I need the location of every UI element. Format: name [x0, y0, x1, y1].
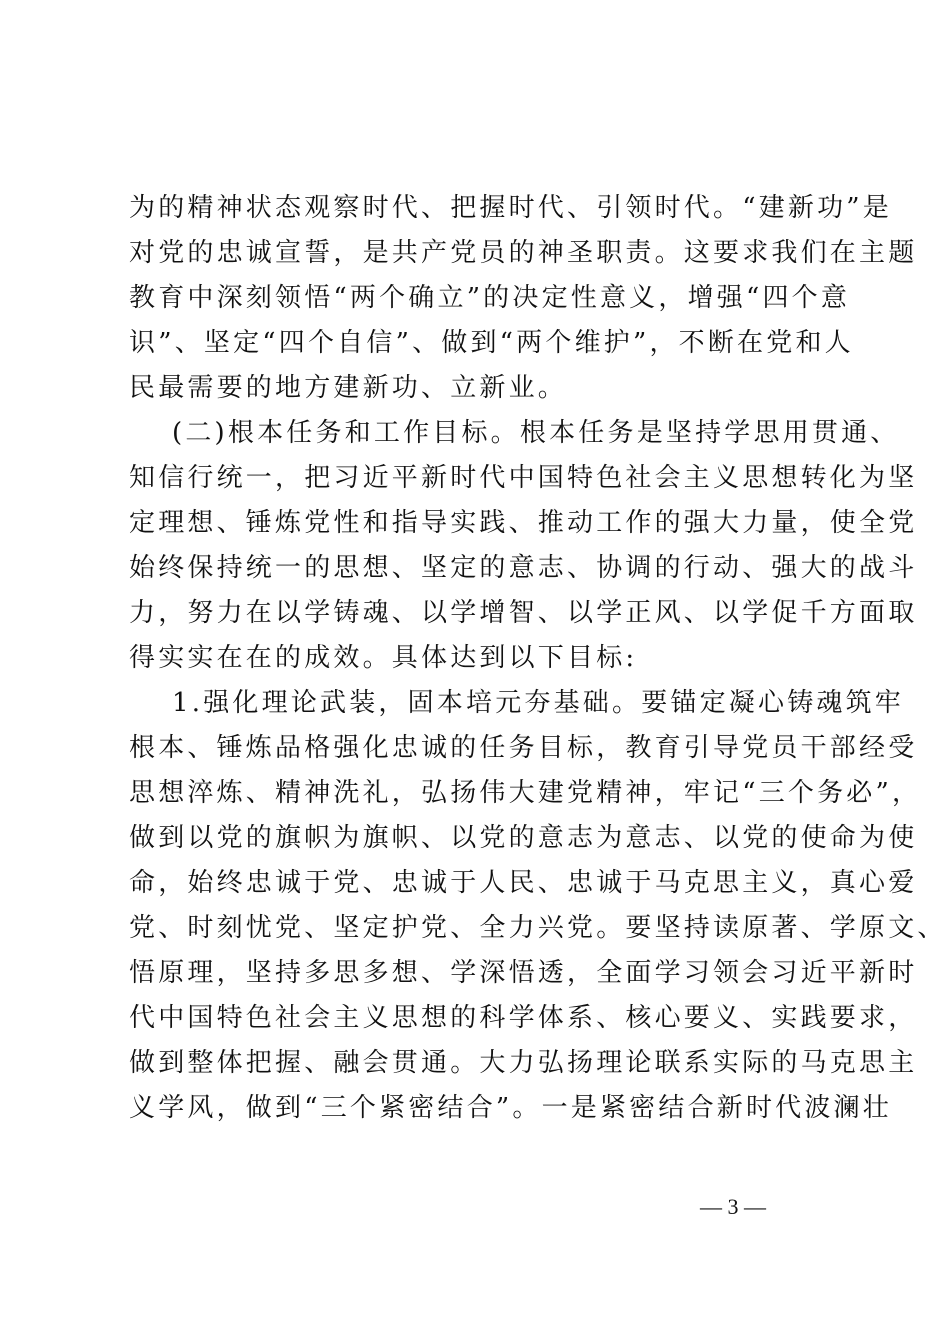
text-line: 知信行统一，把习近平新时代中国特色社会主义思想转化为坚: [129, 463, 918, 493]
text-line: 做到整体把握、融会贯通。大力弘扬理论联系实际的马克思主: [129, 1048, 918, 1078]
text-line: 义学风，做到“三个紧密结合”。一是紧密结合新时代波澜壮: [129, 1093, 892, 1123]
text-line: 思想淬炼、精神洗礼，弘扬伟大建党精神，牢记“三个务必”，: [129, 778, 922, 808]
page-number: — 3 —: [700, 1194, 766, 1219]
text-line: 悟原理，坚持多思多想、学深悟透，全面学习领会习近平新时: [129, 958, 918, 988]
text-line: 教育中深刻领悟“两个确立”的决定性意义，增强“四个意: [129, 283, 851, 313]
text-line: 力，努力在以学铸魂、以学增智、以学正风、以学促千方面取: [129, 598, 918, 628]
text-line: 党、时刻忧党、坚定护党、全力兴党。要坚持读原著、学原文、: [129, 913, 947, 943]
section-heading-line: 1.强化理论武装，固本培元夯基础。要锚定凝心铸魂筑牢: [172, 688, 905, 718]
text-line: 代中国特色社会主义思想的科学体系、核心要义、实践要求，: [129, 1003, 918, 1033]
text-line: 对党的忠诚宣誓，是共产党员的神圣职责。这要求我们在主题: [129, 238, 918, 268]
text-line: 根本、锤炼品格强化忠诚的任务目标，教育引导党员干部经受: [129, 733, 918, 763]
text-line: 始终保持统一的思想、坚定的意志、协调的行动、强大的战斗: [129, 553, 918, 583]
text-line: 定理想、锤炼党性和指导实践、推动工作的强大力量，使全党: [129, 508, 918, 538]
section-heading-line: (二)根本任务和工作目标。根本任务是坚持学思用贯通、: [172, 418, 900, 448]
text-line: 民最需要的地方建新功、立新业。: [129, 373, 568, 403]
text-line: 得实实在在的成效。具体达到以下目标:: [129, 643, 638, 673]
text-line: 做到以党的旗帜为旗帜、以党的意志为意志、以党的使命为使: [129, 823, 918, 853]
text-line: 命，始终忠诚于党、忠诚于人民、忠诚于马克思主义，真心爱: [129, 868, 918, 898]
text-line: 识”、坚定“四个自信”、做到“两个维护”，不断在党和人: [129, 328, 854, 358]
text-line: 为的精神状态观察时代、把握时代、引领时代。“建新功”是: [129, 193, 892, 223]
